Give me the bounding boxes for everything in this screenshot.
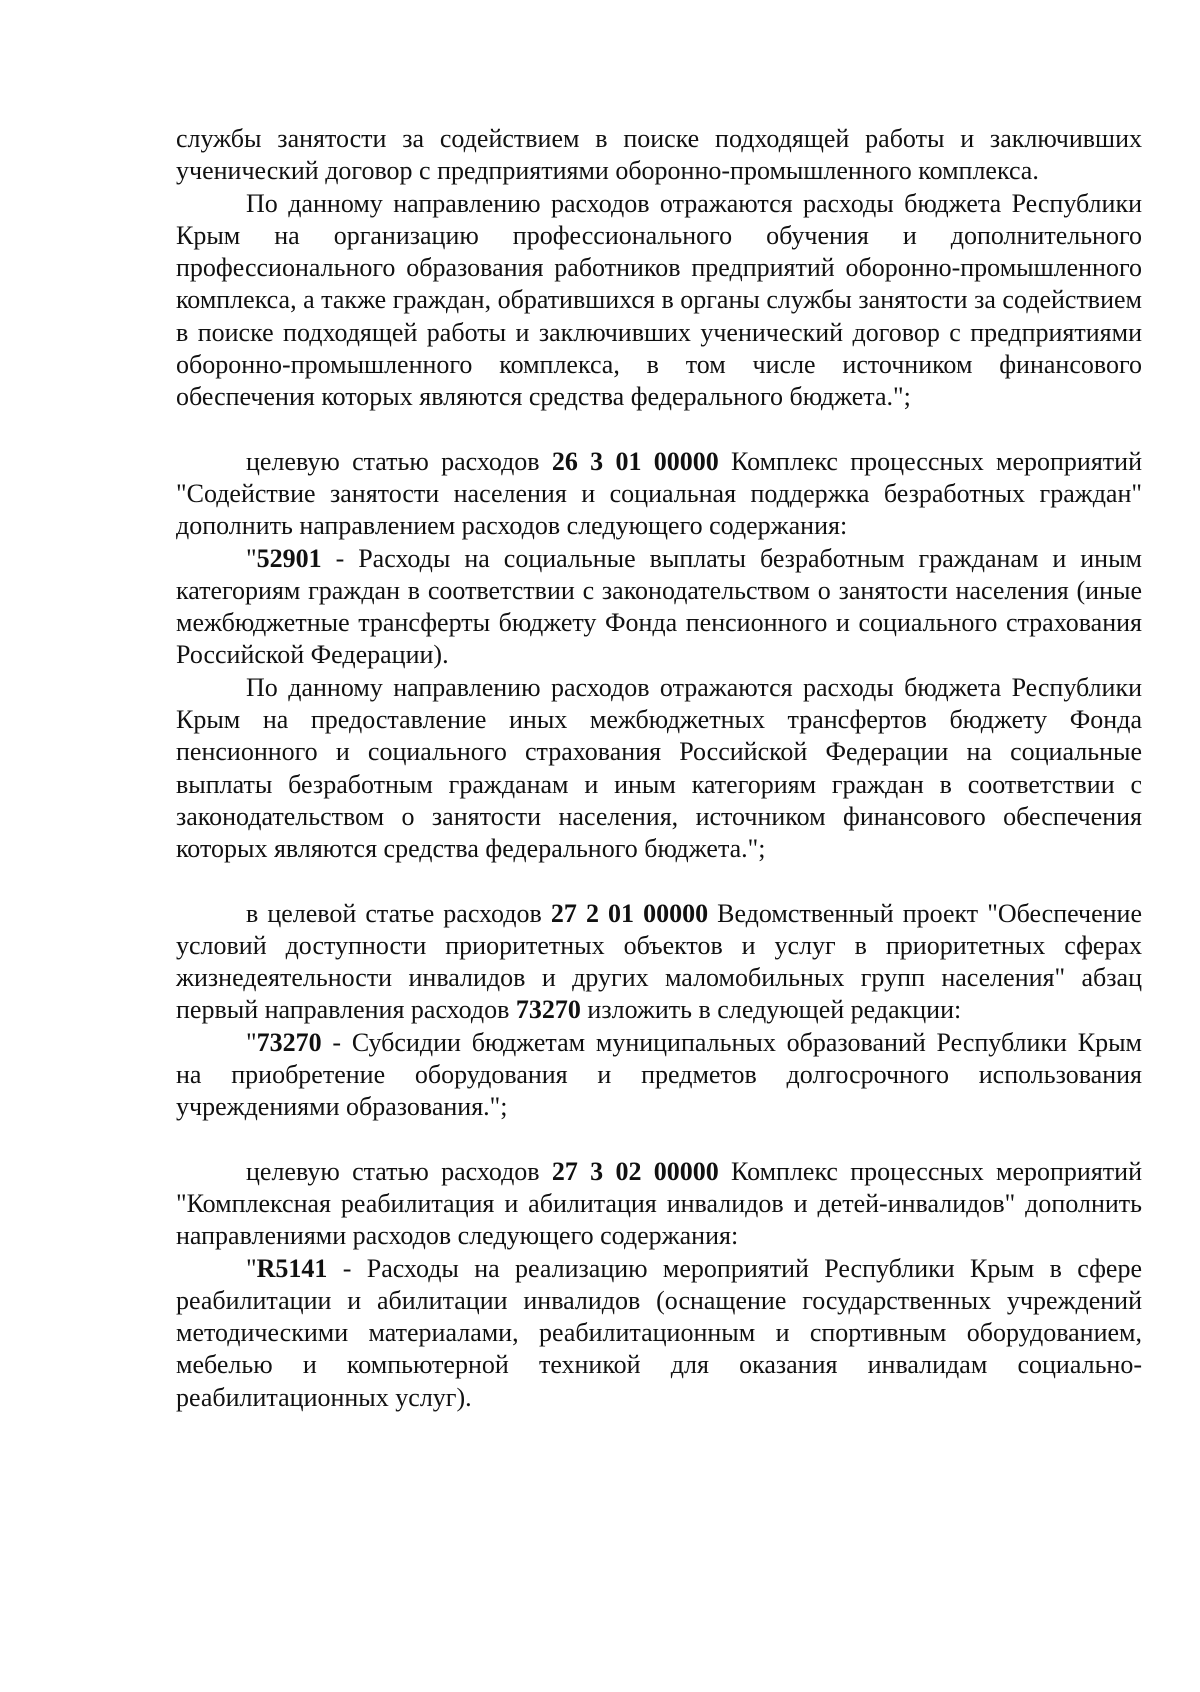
paragraph-text: в целевой статье расходов <box>246 898 551 928</box>
paragraph-expense-r5141 <box>176 1253 1142 1414</box>
paragraph-text: Ведомственный проект "Обеспечение условий доступности приоритетных объектов и услуг в приоритетных сферах жизнедеятельности инвалидов и других маломобильных групп населения" абзац первый направления расходов <box>176 898 1142 1025</box>
paragraph-expense-52901 <box>176 543 1142 672</box>
paragraph-text: - Субсидии бюджетам муниципальных образований Республики Крым на приобретение оборудования и предметов долгосрочного использования учреждениями образования."; <box>176 1027 1142 1122</box>
document-body <box>176 123 1142 1414</box>
paragraph-target-article-26-3-01 <box>176 446 1142 543</box>
paragraph-text: - Расходы на социальные выплаты безработным гражданам и иным категориям граждан в соответствии с законодательством о занятости населения (иные межбюджетные трансферты бюджету Фонда пенсионного и социального страхования Российской Федерации). <box>176 543 1142 670</box>
budget-code: 26 3 01 00000 <box>551 446 719 476</box>
paragraph-text: целевую статью расходов <box>246 446 552 476</box>
paragraph-text: " <box>246 1027 257 1057</box>
paragraph-target-article-27-3-02 <box>176 1156 1142 1253</box>
paragraph-text: изложить в следующей редакции: <box>580 995 962 1025</box>
paragraph-target-article-27-2-01 <box>176 898 1142 1027</box>
paragraph-employment-service-continuation: службы занятости за содействием в поиске подходящей работы и заключивших ученический договор с предприятиями оборонно-промышленного комплекса. <box>176 124 1142 186</box>
budget-code: 27 2 01 00000 <box>550 898 709 928</box>
expense-code: 73270 <box>515 995 581 1025</box>
paragraph-text: Комплекс процессных мероприятий "Комплексная реабилитация и абилитация инвалидов и детей-инвалидов" дополнить направлениями расходов следующего содержания: <box>176 1156 1142 1251</box>
budget-code: 27 3 02 00000 <box>551 1156 719 1186</box>
expense-code: R5141 <box>256 1253 328 1283</box>
paragraph-text: целевую статью расходов <box>246 1156 552 1186</box>
paragraph-expense-73270 <box>176 1027 1142 1124</box>
paragraph-text: - Расходы на реализацию мероприятий Республики Крым в сфере реабилитации и абилитации инвалидов (оснащение государственных учреждений методическими материалами, реабилитационным и спортивным оборудованием, мебелью и компьютерной техникой для оказания инвалидам социально-реабилитационных услуг). <box>176 1253 1142 1412</box>
paragraph-social-payments-transfers: По данному направлению расходов отражаются расходы бюджета Республики Крым на предоставление иных межбюджетных трансфертов бюджету Фонда пенсионного и социального страхования Российской Федерации на социальные выплаты безработным гражданам и иным категориям граждан в соответствии с законодательством о занятости населения, источником финансового обеспечения которых являются средства федерального бюджета."; <box>176 672 1142 864</box>
paragraph-text: " <box>246 543 257 573</box>
expense-code: 73270 <box>256 1027 322 1057</box>
paragraph-defense-industry-training: По данному направлению расходов отражаются расходы бюджета Республики Крым на организацию профессионального обучения и дополнительного профессионального образования работников предприятий оборонно-промышленного комплекса, а также граждан, обратившихся в органы службы занятости за содействием в поиске подходящей работы и заключивших ученический договор с предприятиями оборонно-промышленного комплекса, в том числе источником финансового обеспечения которых являются средства федерального бюджета."; <box>176 188 1142 412</box>
paragraph-text: Комплекс процессных мероприятий "Содействие занятости населения и социальная поддержка безработных граждан" дополнить направлением расходов следующего содержания: <box>176 446 1142 541</box>
expense-code: 52901 <box>256 543 322 573</box>
paragraph-text: " <box>246 1253 257 1283</box>
